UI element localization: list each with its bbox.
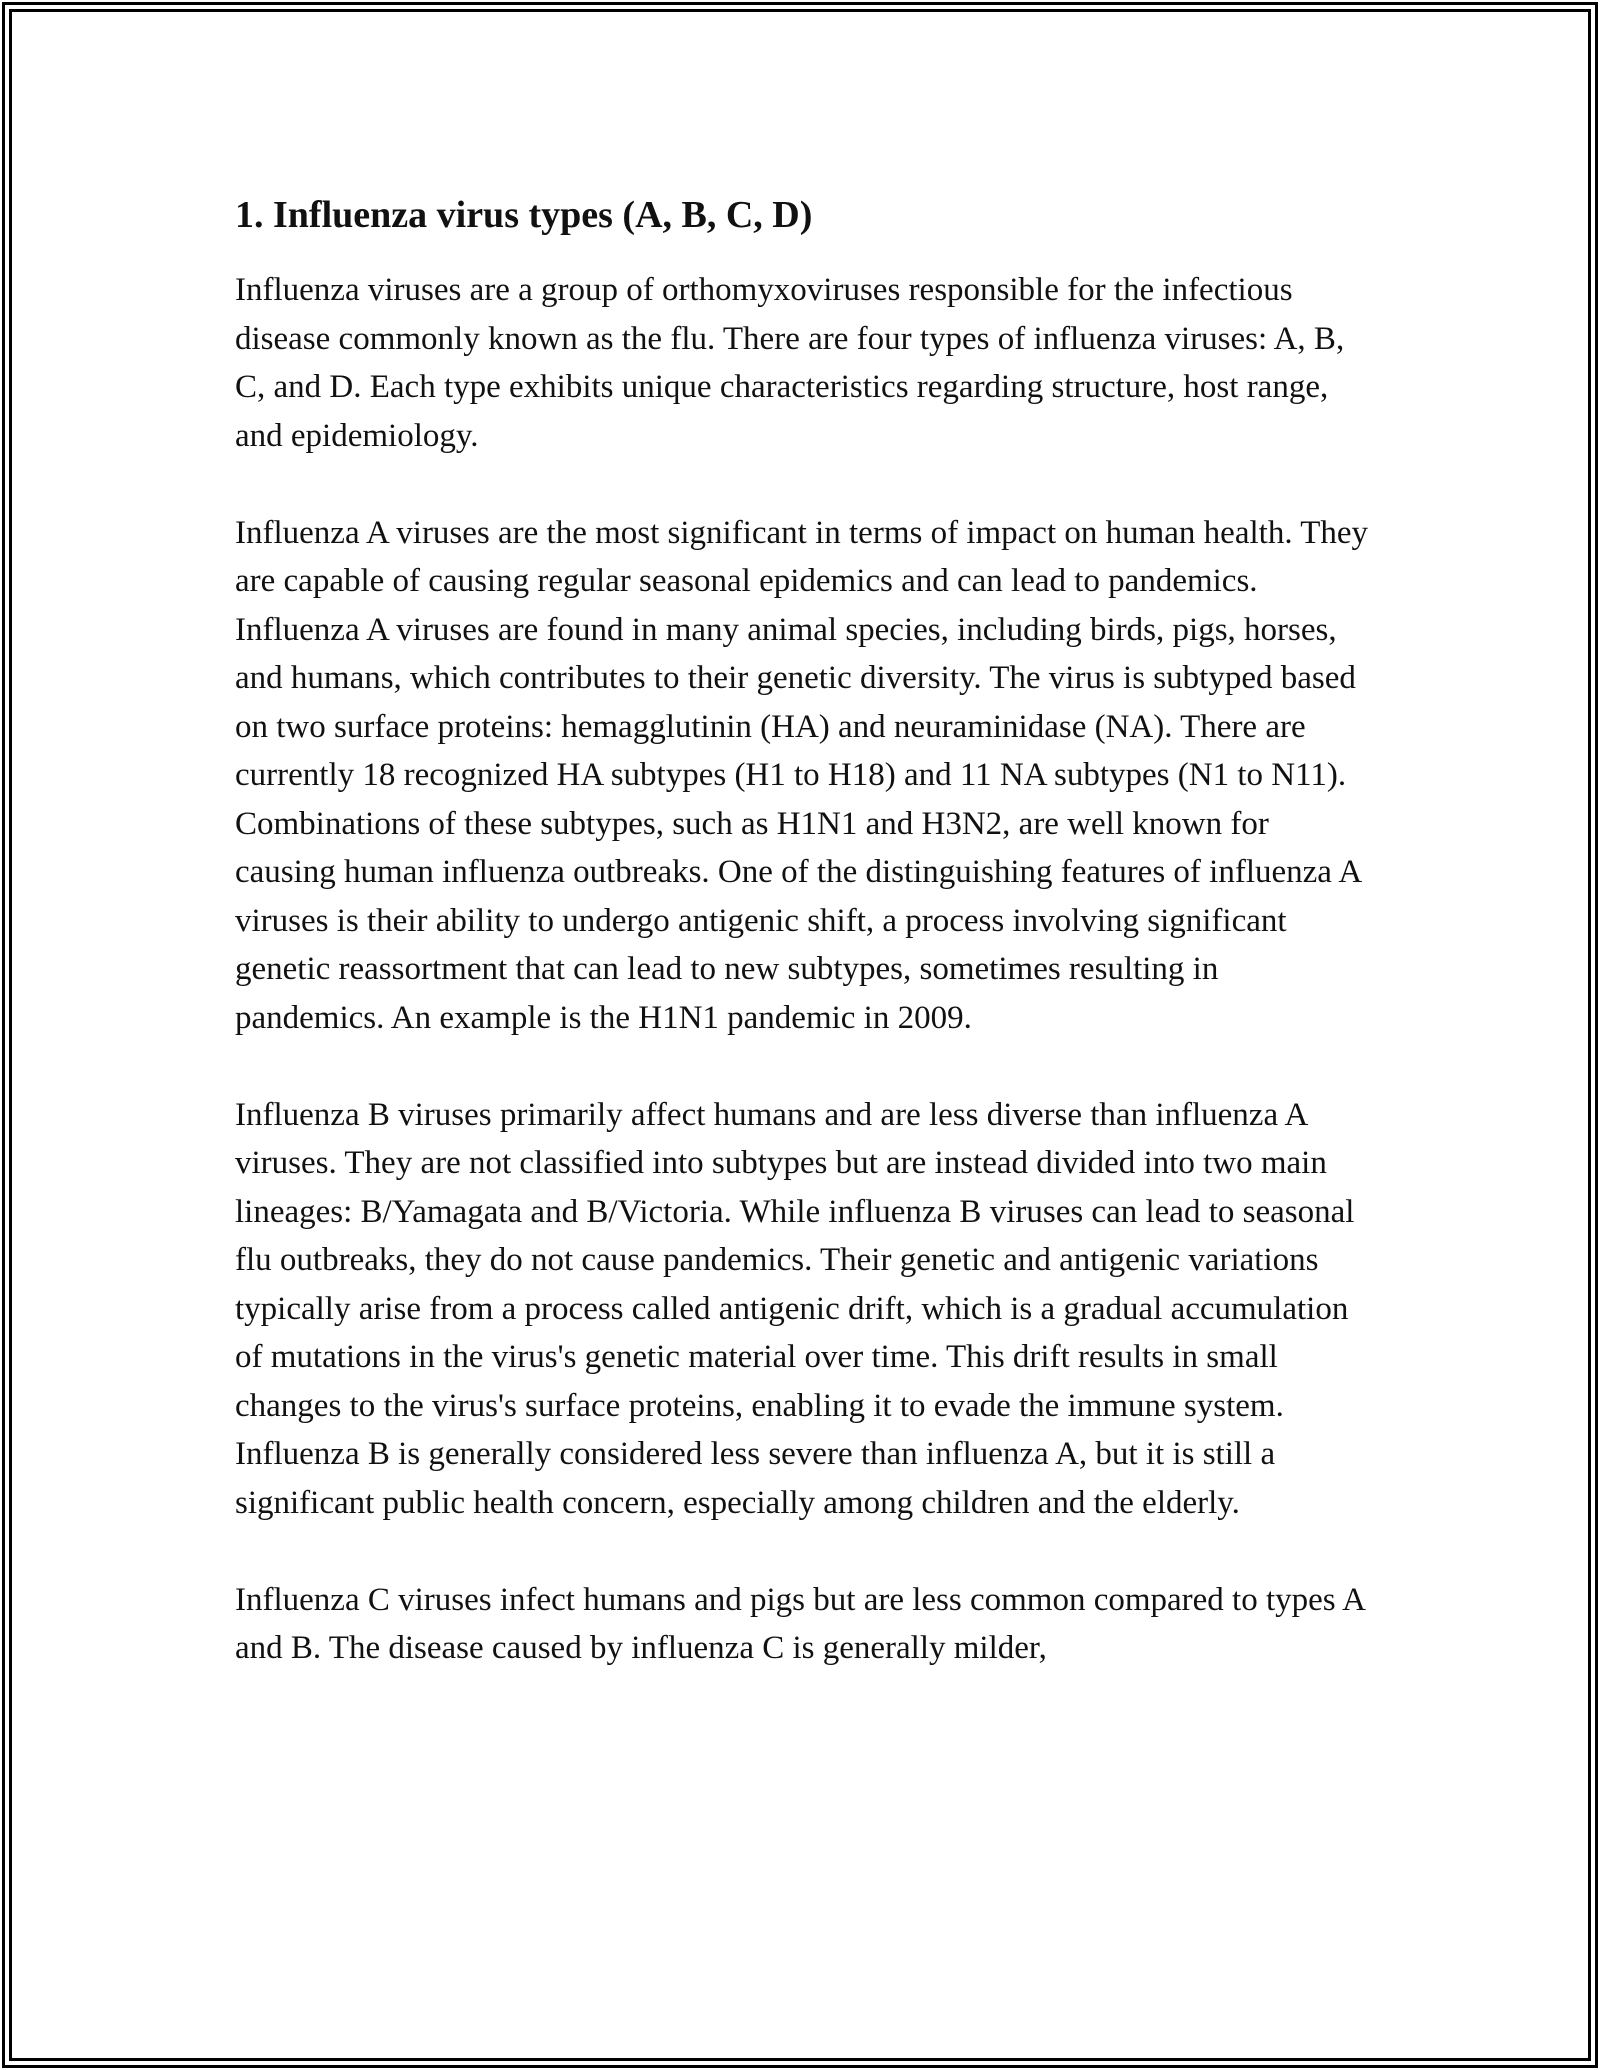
- paragraph-influenza-b: Influenza B viruses primarily affect humans and are less diverse than influenza A viruses. They are not classified into subtypes but are instead divided into two main lineages: B/Yamagata and B/Victoria. While influenza B viruses can lead to seasonal flu outbreaks, they do not cause pandemics. Their genetic and antigenic variations typically arise from a process called antigenic drift, which is a gradual accumulation of mutations in the virus's genetic material over time. This drift results in small changes to the virus's surface proteins, enabling it to evade the immune system. Influenza B is generally considered less severe than influenza A, but it is still a significant public health concern, especially among children and the elderly.: [235, 1096, 1355, 1521]
- section-heading: 1. Influenza virus types (A, B, C, D): [235, 194, 813, 236]
- paragraph-influenza-c: Influenza C viruses infect humans and pigs but are less common compared to types A and B. The disease caused by influenza C is generally milder,: [235, 1581, 1365, 1666]
- document-body: [235, 186, 1375, 1721]
- paragraph-influenza-a: Influenza A viruses are the most significant in terms of impact on human health. They are capable of causing regular seasonal epidemics and can lead to pandemics. Influenza A viruses are found in many animal species, including birds, pigs, horses, and humans, which contributes to their genetic diversity. The virus is subtyped based on two surface proteins: hemagglutinin (HA) and neuraminidase (NA). There are currently 18 recognized HA subtypes (H1 to H18) and 11 NA subtypes (N1 to N11). Combinations of these subtypes, such as H1N1 and H3N2, are well known for causing human influenza outbreaks. One of the distinguishing features of influenza A viruses is their ability to undergo antigenic shift, a process involving significant genetic reassortment that can lead to new subtypes, sometimes resulting in pandemics. An example is the H1N1 pandemic in 2009.: [235, 514, 1369, 1036]
- paragraph-intro: Influenza viruses are a group of orthomyxoviruses responsible for the infectious disease commonly known as the flu. There are four types of influenza viruses: A, B, C, and D. Each type exhibits unique characteristics regarding structure, host range, and epidemiology.: [235, 272, 1345, 454]
